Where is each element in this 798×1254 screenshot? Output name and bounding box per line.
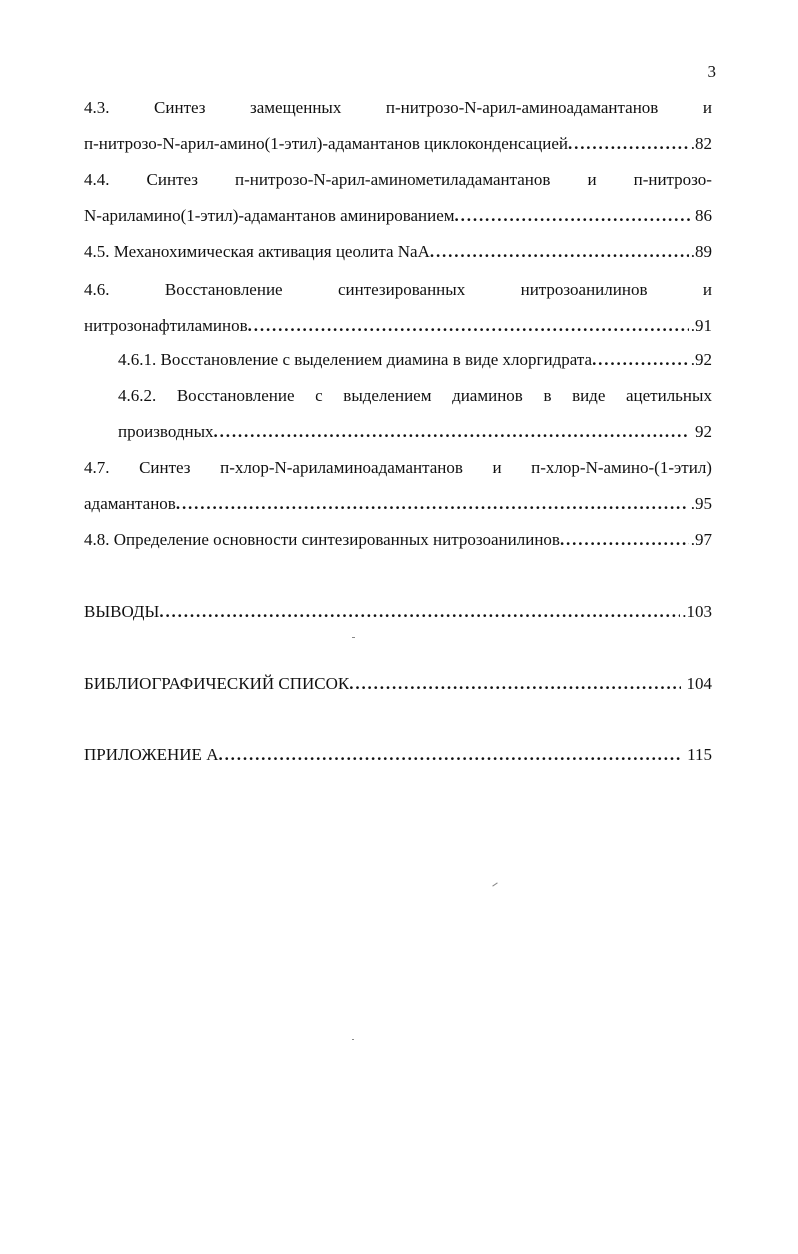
toc-entry-number: 4.7. (84, 458, 110, 477)
scan-speck (492, 882, 497, 886)
toc-entry-4-6-2-line1 (118, 384, 712, 408)
toc-word: и (702, 98, 712, 117)
toc-section-appendix-a[interactable] (84, 743, 712, 767)
toc-page-number: 115 (687, 745, 712, 764)
toc-word: п-нитрозо- (633, 170, 712, 189)
toc-entry-4-5[interactable] (84, 240, 712, 264)
toc-section-title: ПРИЛОЖЕНИЕ А (84, 745, 219, 764)
toc-word: п-нитрозо-N-арил-аминометиладамантанов (235, 170, 551, 189)
toc-word: диаминов (452, 386, 523, 405)
scan-speck (352, 1039, 354, 1040)
scan-speck (352, 637, 355, 638)
toc-entry-4-8[interactable] (84, 528, 712, 552)
toc-word: и (492, 458, 502, 477)
toc-entry-title: 4.6.1. Восстановление с выделением диамина в виде хлоргидрата (118, 350, 593, 369)
toc-word: и (702, 280, 712, 299)
dot-leader (248, 314, 689, 338)
toc-page-number: .92 (690, 350, 712, 369)
dot-leader (568, 132, 689, 156)
toc-word: Восстановление (176, 386, 295, 405)
toc-page-number: .95 (690, 494, 712, 513)
toc-word: в (543, 386, 552, 405)
dot-leader (176, 492, 689, 516)
toc-page-number: .103 (682, 602, 712, 621)
toc-word: нитрозоанилинов (520, 280, 648, 299)
dot-leader (592, 348, 689, 372)
toc-entry-4-6-line2[interactable] (84, 314, 712, 338)
dot-leader (159, 600, 680, 624)
dot-leader (218, 743, 681, 767)
dot-leader (349, 672, 680, 696)
toc-section-title: БИБЛИОГРАФИЧЕСКИЙ СПИСОК (84, 674, 350, 693)
toc-word: синтезированных (338, 280, 466, 299)
toc-section-conclusions[interactable] (84, 600, 712, 624)
toc-section-bibliography[interactable] (84, 672, 712, 696)
toc-page-number: .91 (690, 316, 712, 335)
toc-entry-title: N-ариламино(1-этил)-адамантанов аминированием (84, 206, 455, 225)
toc-entry-title: п-нитрозо-N-арил-амино(1-этил)-адамантанов циклоконденсацией (84, 134, 568, 153)
toc-word: п-хлор-N-амино-(1-этил) (531, 458, 712, 477)
toc-page-number: .82 (690, 134, 712, 153)
dot-leader (214, 420, 687, 444)
dot-leader (455, 204, 693, 228)
toc-page-number: 104 (686, 674, 712, 693)
toc-word: выделением (343, 386, 432, 405)
toc-word: п-нитрозо-N-арил-аминоадамантанов (385, 98, 659, 117)
toc-entry-4-3-line2[interactable] (84, 132, 712, 156)
page-number: 3 (707, 62, 716, 81)
toc-entry-title: адамантанов (84, 494, 176, 513)
dot-leader (430, 240, 689, 264)
toc-word: Синтез (154, 98, 206, 117)
toc-page-number: 92 (695, 422, 712, 441)
toc-page-number: .97 (690, 530, 712, 549)
toc-word: ацетильных (625, 386, 712, 405)
toc-word: и (587, 170, 597, 189)
toc-entry-number: 4.4. (84, 170, 110, 189)
toc-entry-title: нитрозонафтиламинов (84, 316, 248, 335)
toc-word: Синтез (146, 170, 198, 189)
toc-page-number: 86 (695, 206, 712, 225)
dot-leader (560, 528, 689, 552)
toc-entry-4-7-line1 (84, 456, 712, 480)
toc-entry-4-4-line2[interactable] (84, 204, 712, 228)
toc-entry-number: 4.3. (84, 98, 110, 117)
toc-entry-4-6-line1 (84, 278, 712, 302)
toc-entry-4-6-1[interactable] (118, 348, 712, 372)
toc-word: Восстановление (164, 280, 283, 299)
toc-section-title: ВЫВОДЫ (84, 602, 160, 621)
toc-entry-title: 4.8. Определение основности синтезированных нитрозоанилинов (84, 530, 560, 549)
toc-word: с (315, 386, 323, 405)
toc-word: виде (572, 386, 606, 405)
toc-word: замещенных (250, 98, 342, 117)
toc-entry-4-3-line1 (84, 96, 712, 120)
toc-entry-4-6-2-line2[interactable] (118, 420, 712, 444)
toc-word: Синтез (139, 458, 191, 477)
toc-entry-number: 4.6.2. (118, 386, 157, 405)
toc-page-number: .89 (690, 242, 712, 261)
toc-entry-title: 4.5. Механохимическая активация цеолита NaA (84, 242, 430, 261)
toc-word: п-хлор-N-ариламиноадамантанов (220, 458, 463, 477)
toc-entry-number: 4.6. (84, 280, 110, 299)
toc-entry-4-4-line1 (84, 168, 712, 192)
toc-entry-title: производных (118, 422, 214, 441)
toc-entry-4-7-line2[interactable] (84, 492, 712, 516)
